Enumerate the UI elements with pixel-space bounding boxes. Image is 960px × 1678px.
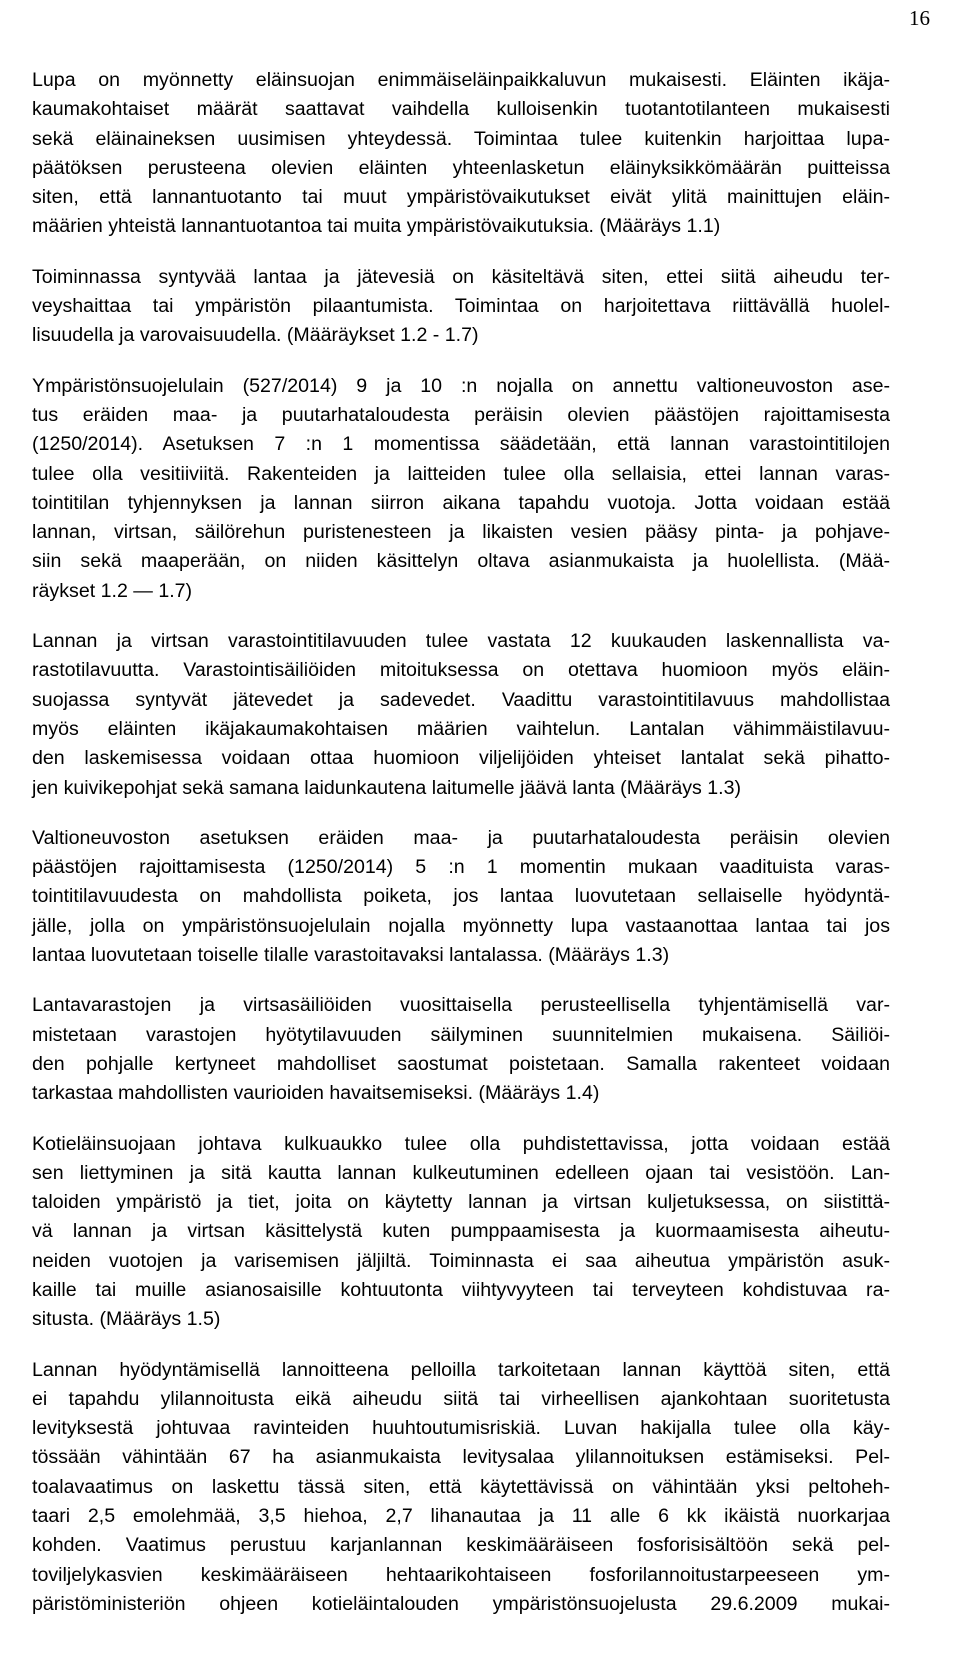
text-line: levityksestä johtuvaa ravinteiden huuhtoutumisriskiä. Luvan hakijalla tulee olla käy-: [32, 1417, 890, 1440]
text-line: toviljelykasvien keskimääräiseen hehtaarikohtaiseen fosforilannoitustarpeeseen ym-: [32, 1563, 890, 1586]
document-body: [32, 66, 890, 1640]
paragraph-5: [32, 824, 890, 970]
text-line: tointitilavuudesta on mahdollista poiketa, jos lantaa luovutetaan sellaiselle hyödyntä-: [32, 885, 890, 908]
text-line: siin sekä maaperään, on niiden käsittelyn oltava asianmukaista ja huolellista. (Mää-: [32, 550, 890, 573]
text-line: vä lannan ja virtsan käsittelystä kuten pumppaamisesta ja kuormaamisesta aiheutu-: [32, 1220, 890, 1243]
text-line: tointitilan tyhjennyksen ja lannan siirron aikana tapahdu vuotoja. Jotta voidaan estää: [32, 491, 890, 514]
paragraph-1: [32, 66, 890, 242]
text-line: Lupa on myönnetty eläinsuojan enimmäiseläinpaikkaluvun mukaisesti. Eläinten ikäja-: [32, 69, 890, 91]
text-line: taloiden ympäristö ja tiet, joita on käytetty lannan ja virtsan kuljetuksessa, on siistittä-: [32, 1191, 890, 1214]
text-line: den laskemisessa voidaan ottaa huomioon viljelijöiden yhteiset lantalat sekä pihatto-: [32, 747, 890, 770]
text-line: lantaa luovutetaan toiselle tilalle varastoitavaksi lantalassa. (Määräys 1.3): [32, 944, 670, 967]
text-line: mistetaan varastojen hyötytilavuuden säilyminen suunnitelmien mukaisena. Säiliöi-: [32, 1023, 890, 1046]
text-line: sekä eläinaineksen uusimisen yhteydessä. Toimintaa tulee kuitenkin harjoittaa lupa-: [32, 127, 890, 150]
text-line: lisuudella ja varovaisuudella. (Määräykset 1.2 - 1.7): [32, 324, 479, 347]
text-line: taari 2,5 emolehmää, 3,5 hiehoa, 2,7 lihanautaa ja 11 alle 6 kk ikäistä nuorkarjaa: [32, 1505, 890, 1528]
text-line: Lannan ja virtsan varastointitilavuuden tulee vastata 12 kuukauden laskennallista va-: [32, 630, 890, 653]
text-line: jälle, jolla on ympäristönsuojelulain nojalla myönnetty lupa vastaanottaa lantaa tai jos: [32, 914, 890, 937]
text-line: lannan, virtsan, säilörehun puristenesteen ja likaisten vesien pääsy pinta- ja pohjave-: [32, 521, 890, 544]
text-line: ei tapahdu ylilannoitusta eikä aiheudu siitä tai virheellisen ajankohtaan suoritetusta: [32, 1387, 890, 1410]
text-line: kaumakohtaiset määrät saattavat vaihdella kulloisenkin tuotantotilanteen mukaisesti: [32, 98, 890, 121]
text-line: kaille tai muille asianosaisille kohtuutonta viihtyvyyteen tai terveyteen kohdistuvaa ra-: [32, 1278, 890, 1301]
text-line: Kotieläinsuojaan johtava kulkuaukko tulee olla puhdistettavissa, jotta voidaan estää: [32, 1132, 890, 1155]
text-line: toalavaatimus on laskettu tässä siten, että käytettävissä on vähintään yksi peltoheh-: [32, 1475, 890, 1498]
text-line: jen kuivikepohjat sekä samana laidunkautena laitumelle jäävä lanta (Määräys 1.3): [32, 776, 742, 799]
text-line: sen liettyminen ja sitä kautta lannan kulkeutuminen edelleen ojaan tai vesistöön. Lan-: [32, 1161, 890, 1184]
text-line: den pohjalle kertyneet mahdolliset saostumat poistetaan. Samalla rakenteet voidaan: [32, 1052, 890, 1075]
text-line: myös eläinten ikäjakaumakohtaisen määrien vaihtelun. Lantalan vähimmäistilavuu-: [32, 717, 890, 740]
paragraph-6: [32, 991, 890, 1108]
text-line: (1250/2014). Asetuksen 7 :n 1 momentissa säädetään, että lannan varastointitilojen: [32, 433, 890, 456]
text-line: räykset 1.2 — 1.7): [32, 579, 193, 602]
paragraph-8: [32, 1356, 890, 1620]
text-line: päästöjen rajoittamisesta (1250/2014) 5 :n 1 momentin mukaan vaadituista varas-: [32, 856, 890, 879]
text-line: päätöksen perusteena olevien eläinten yhteenlasketun eläinyksikkömäärän puitteissa: [32, 156, 890, 179]
text-line: tulee olla vesitiiviitä. Rakenteiden ja laitteiden tulee olla sellaisia, ettei lannan varas-: [32, 462, 890, 485]
text-line: tössään vähintään 67 ha asianmukaista levitysalaa ylilannoituksen estämiseksi. Pel-: [32, 1446, 890, 1469]
text-line: Valtioneuvoston asetuksen eräiden maa- ja puutarhataloudesta peräisin olevien: [32, 826, 890, 849]
text-line: määrien yhteistä lannantuotantoa tai muita ympäristövaikutuksia. (Määräys 1.1): [32, 215, 721, 238]
text-line: suojassa syntyvät jätevedet ja sadevedet. Vaadittu varastointitilavuus mahdollistaa: [32, 688, 890, 711]
text-line: Lannan hyödyntämisellä lannoitteena pelloilla tarkoitetaan lannan käyttöä siten, että: [32, 1358, 890, 1381]
text-line: veyshaittaa tai ympäristön pilaantumista. Toimintaa on harjoitettava riittävällä huolel-: [32, 295, 890, 318]
paragraph-7: [32, 1130, 890, 1335]
text-line: kohden. Vaatimus perustuu karjanlannan keskimääräiseen fosforisisältöön sekä pel-: [32, 1534, 890, 1557]
text-line: situsta. (Määräys 1.5): [32, 1308, 221, 1331]
paragraph-4: [32, 627, 890, 803]
text-line: tus eräiden maa- ja puutarhataloudesta peräisin olevien päästöjen rajoittamisesta: [32, 403, 890, 426]
text-line: Lantavarastojen ja virtsasäiliöiden vuosittaisella perusteellisella tyhjentämisellä var-: [32, 994, 890, 1017]
text-line: tarkastaa mahdollisten vaurioiden havaitsemiseksi. (Määräys 1.4): [32, 1082, 600, 1105]
text-line: Toiminnassa syntyvää lantaa ja jätevesiä on käsiteltävä siten, ettei siitä aiheudu ter-: [32, 265, 890, 288]
page-number: 16: [909, 6, 930, 30]
text-line: rastotilavuutta. Varastointisäiliöiden mitoituksessa on otettava huomioon myös eläin-: [32, 659, 890, 682]
paragraph-2: [32, 263, 890, 351]
text-line: siten, että lannantuotanto tai muut ympäristövaikutukset eivät ylitä mainittujen eläin-: [32, 186, 890, 209]
text-line: päristöministeriön ohjeen kotieläintalouden ympäristönsuojelusta 29.6.2009 mukai-: [32, 1592, 890, 1615]
text-line: neiden vuotojen ja varisemisen jäljiltä. Toiminnasta ei saa aiheutua ympäristön asuk-: [32, 1249, 890, 1272]
paragraph-3: [32, 372, 890, 606]
text-line: Ympäristönsuojelulain (527/2014) 9 ja 10 :n nojalla on annettu valtioneuvoston ase-: [32, 374, 890, 397]
